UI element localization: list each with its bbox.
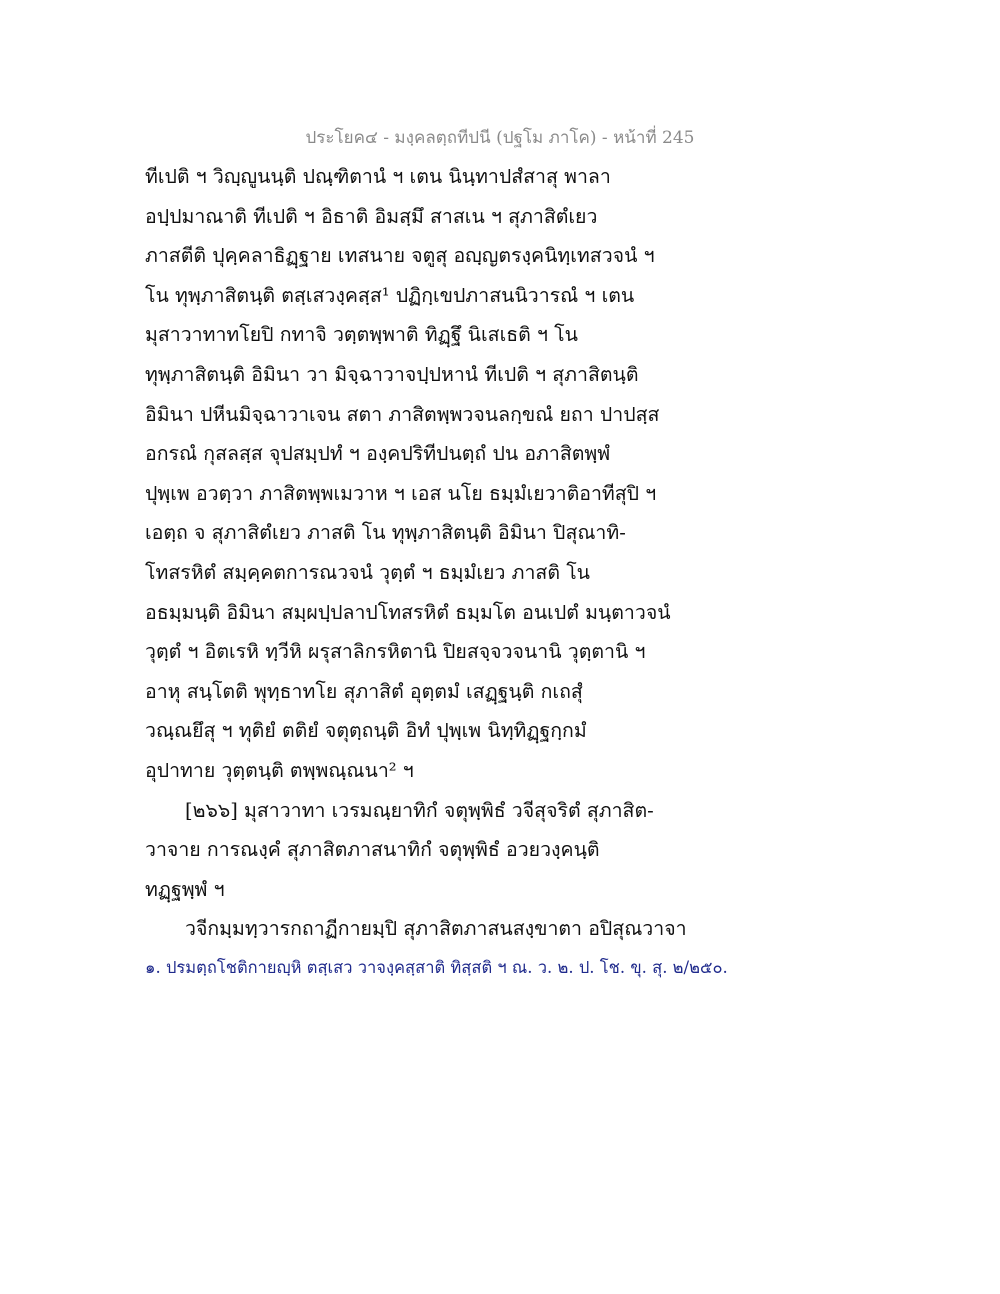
paragraph-266-line: ทฏฺฐพฺพํ ฯ bbox=[145, 877, 225, 901]
text-line: ปุพฺเพ อวตฺวา ภาสิตพฺพเมวาห ฯ เอส นโย ธมฺมํเยวาติอาทีสุปิ ฯ bbox=[145, 481, 657, 505]
text-line: อาหุ สนฺโตติ พุทฺธาทโย สุภาสิตํ อุตฺตมํ เสฏฺฐนฺติ กเถสุํ bbox=[145, 679, 583, 703]
paragraph-line: วจีกมฺมทฺวารกถาฏีกายมฺปิ สุภาสิตภาสนสงฺขาตา อปิสุณวาจา bbox=[185, 917, 687, 941]
text-line: อปฺปมาณาติ ทีเปติ ฯ อิธาติ อิมสฺมึ สาสเน ฯ สุภาสิตํเยว bbox=[145, 204, 598, 228]
text-line: มุสาวาทาทโยปิ กทาจิ วตฺตพฺพาติ ทิฏฺฐึ นิเสเธติ ฯ โน bbox=[145, 323, 578, 347]
text-line: อุปาทาย วุตฺตนฺติ ตพฺพณฺณนา² ฯ bbox=[145, 758, 414, 782]
text-line: ทุพฺภาสิตนฺติ อิมินา วา มิจฺฉาวาจปฺปหานํ ทีเปติ ฯ สุภาสิตนฺติ bbox=[145, 362, 639, 386]
text-line: วณฺณยึสุ ฯ ทุติยํ ตติยํ จตุตฺถนฺติ อิทํ ปุพฺเพ นิทฺทิฏฺฐกฺกมํ bbox=[145, 719, 587, 743]
body-text bbox=[145, 157, 725, 949]
text-line: อธมฺมนฺติ อิมินา สมฺผปฺปลาปโทสรหิตํ ธมฺมโต อนเปตํ มนฺตาวจนํ bbox=[145, 600, 671, 624]
paragraph-266-line: วาจาย การณงฺคํ สุภาสิตภาสนาทิกํ จตุพฺพิธํ อวยวงฺคนฺติ bbox=[145, 838, 600, 862]
footnote: ๑. ปรมตฺถโชติกายญฺหิ ตสฺเสว วาจงฺคสฺสาติ ทิสฺสติ ฯ ณ. ว. ๒. ป. โช. ขุ. สุ. ๒/๒๕๐. bbox=[145, 958, 728, 977]
paragraph-266-line: [๒๖๖] มุสาวาทา เวรมณฺยาทิกํ จตุพฺพิธํ วจีสุจริตํ สุภาสิต- bbox=[185, 798, 654, 822]
text-line: โน ทุพฺภาสิตนฺติ ตสฺเสวงฺคสฺส¹ ปฏิกฺเขปภาสนนิวารณํ ฯ เตน bbox=[145, 283, 635, 307]
text-line: ทีเปติ ฯ วิญฺญูนนฺติ ปณฺฑิตานํ ฯ เตน นินฺทาปสํสาสุ พาลา bbox=[145, 165, 611, 188]
text-line: โทสรหิตํ สมฺคฺคตการณวจนํ วุตฺตํ ฯ ธมฺมํเยว ภาสติ โน bbox=[145, 560, 590, 584]
text-line: วุตฺตํ ฯ อิตเรหิ ทฺวีหิ ผรุสาลิกรหิตานิ ปิยสจฺจวจนานิ วุตฺตานิ ฯ bbox=[145, 640, 646, 664]
text-line: เอตฺถ จ สุภาสิตํเยว ภาสติ โน ทุพฺภาสิตนฺติ อิมินา ปิสุณาทิ- bbox=[145, 521, 626, 545]
text-line: อกรณํ กุสลสฺส จุปสมฺปทํ ฯ องฺคปริทีปนตฺถํ ปน อภาสิตพฺพํ bbox=[145, 442, 611, 466]
running-header-text: ประโยค๔ - มงฺคลตฺถทีปนี (ปฐโม ภาโค) - หน้าที่ 245 bbox=[305, 128, 695, 148]
text-line: ภาสตีติ ปุคฺคลาธิฏฺฐาย เทสนาย จตูสุ อญฺญตรงฺคนิทฺเทสวจนํ ฯ bbox=[145, 244, 655, 268]
text-line: อิมินา ปหีนมิจฺฉาวาเจน สตา ภาสิตพฺพวจนลกฺขณํ ยถา ปาปสฺส bbox=[145, 402, 660, 426]
running-header bbox=[0, 124, 1000, 151]
